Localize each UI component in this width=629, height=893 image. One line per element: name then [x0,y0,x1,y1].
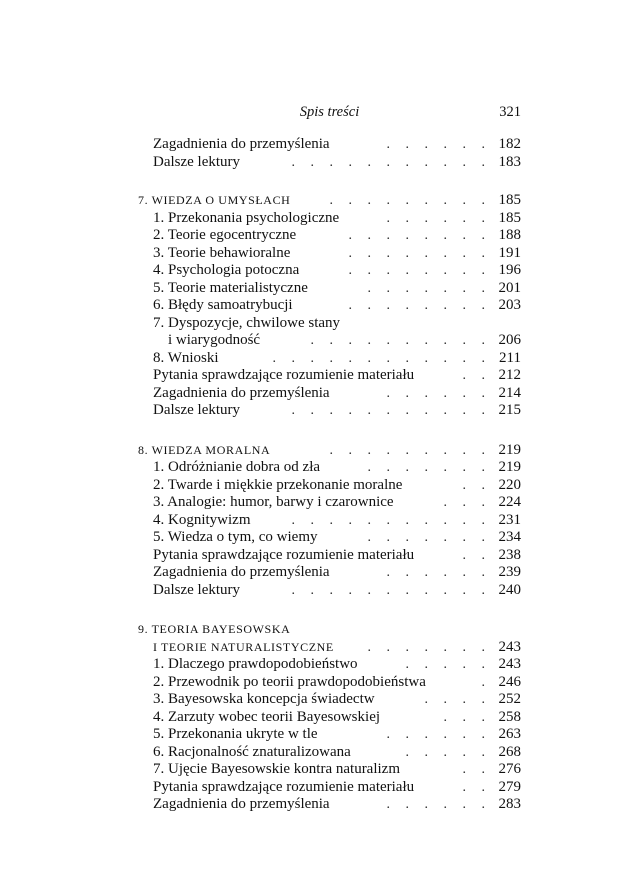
toc-entry-label: Dalsze lektury [153,582,244,600]
chapter-page: 243 [498,638,521,655]
dot-leader: . . . . . . [386,210,491,226]
dot-leader: . . . [443,709,491,725]
toc-entry [138,761,521,779]
toc-entry [138,280,521,298]
dot-leader: . . . . . . . . . . . [291,582,491,598]
toc-entry-continuation [138,332,521,350]
toc-entry-page: 182 [498,136,521,152]
chapter-title: 9. TEORIA BAYESOWSKA [138,621,294,639]
chapter-heading-7 [138,192,521,210]
chapter-heading-8 [138,442,521,460]
dot-leader: . . . . . . . . [348,298,491,313]
dot-leader: . . . . . . . . . . [310,333,491,348]
toc-entry-label: Pytania sprawdzające rozumienie materiału [153,779,418,797]
chapter-heading-9 [138,621,521,639]
toc-entry-label: 4. Kognitywizm [153,512,255,530]
dot-leader: . . . . . . . [367,460,491,475]
page-number: 321 [499,104,521,120]
toc-entry-page: 234 [498,529,521,545]
toc-entry-label: 6. Błędy samoatrybucji [153,297,297,315]
dot-leader: . . . . . . . . . [329,193,491,208]
toc-entry [138,582,521,600]
toc-entry-label: 7. Dyspozycje, chwilowe stany [153,315,344,333]
toc-entry [138,245,521,263]
toc-entry-label: 1. Odróżnianie dobra od zła [153,459,324,477]
chapter-page: 185 [498,192,521,208]
dot-leader: . . [462,762,491,777]
toc-entry-page: 276 [498,761,521,777]
toc-entry-page: 246 [498,673,521,690]
dot-leader: . . [462,368,491,383]
dot-leader: . . . . . . . [367,280,491,296]
toc-entry [138,779,521,797]
toc-entry-page: 215 [498,402,521,418]
toc-entry-page: 283 [498,796,521,812]
toc-entry-page: 212 [498,367,521,383]
toc-entry [138,512,521,530]
chapter-title: 7. WIEDZA O UMYSŁACH [138,192,294,210]
dot-leader: . . . . . . . [367,530,491,545]
toc-entry-label: Zagadnienia do przemyślenia [153,385,334,403]
chapter-title: 8. WIEDZA MORALNA [138,442,274,460]
toc-entry-page: 231 [498,511,521,528]
toc-entry-page: 263 [498,726,521,742]
toc-entry-label: Zagadnienia do przemyślenia [153,136,334,154]
toc-entry-page: 219 [498,459,521,475]
toc-entry-label: 2. Teorie egocentryczne [153,227,300,245]
toc-entry-page: 243 [498,656,521,672]
toc-entry-label: Zagadnienia do przemyślenia [153,796,334,814]
toc-entry [138,210,521,228]
toc-entry [138,564,521,582]
toc-entry-page: 258 [498,708,521,725]
toc-entry [138,477,521,495]
toc-entry-page: 196 [498,262,521,278]
dot-leader: . . . . [424,692,491,707]
dot-leader: . . . . . [405,744,491,760]
toc-entry-label: Pytania sprawdzające rozumienie materiału [153,367,418,385]
toc-entry [138,494,521,512]
toc-entry-label: 5. Teorie materialistyczne [153,280,312,298]
dot-leader: . . [462,547,491,563]
toc-entry [138,385,521,403]
dot-leader: . . . . . . [386,137,491,152]
dot-leader: . . [462,477,491,493]
toc-entry-page: 185 [498,209,521,226]
chapter-title: I TEORIE NATURALISTYCZNE [138,639,338,657]
toc-entry-page: 239 [498,564,521,580]
toc-entry [138,709,521,727]
running-head [138,103,521,123]
toc-entry [138,315,521,333]
dot-leader: . . . . . [405,657,491,672]
dot-leader: . . . . . . . . . . . . [272,350,491,366]
dot-leader: . . . . . . . . . . . [291,154,491,170]
toc-entry-label: 2. Przewodnik po teorii prawdopodobieństwa [153,674,430,692]
dot-leader: . . . . . . . . [348,245,491,261]
toc-entry-page: 220 [498,476,521,493]
toc-entry-label: 1. Przekonania psychologiczne [153,210,343,228]
chapter-heading-9-continuation [138,639,521,657]
toc-entry-label: Zagadnienia do przemyślenia [153,564,334,582]
toc-entry-label: 3. Teorie behawioralne [153,245,294,263]
toc-entry-label: 5. Przekonania ukryte w tle [153,726,322,744]
toc-entry [138,656,521,674]
toc-entry [138,227,521,245]
toc-entry-page: 203 [498,297,521,313]
toc-entry-label: 8. Wnioski [153,350,223,368]
toc-entry-page: 252 [498,691,521,707]
dot-leader: . . . . . . [386,727,491,742]
toc-entry [138,547,521,565]
dot-leader: . . . . . . . . [348,228,491,243]
dot-leader: . . . . . . . . . [329,442,491,458]
toc-entry-label: 5. Wiedza o tym, co wiemy [153,529,322,547]
toc-entry-label: 3. Analogie: humor, barwy i czarownice [153,494,398,512]
dot-leader: . . [462,779,491,795]
toc-entry [138,154,521,172]
toc-entry-label: 6. Racjonalność znaturalizowana [153,744,355,762]
toc-entry-page: 238 [498,546,521,563]
toc-entry-page: 214 [498,384,521,401]
dot-leader: . . . . . . [386,797,491,812]
toc-entry-label: Pytania sprawdzające rozumienie materiału [153,547,418,565]
toc-entry-page: 279 [498,778,521,795]
toc-entry-label: i wiarygodność [160,332,264,350]
dot-leader: . [481,674,491,690]
toc-entry-label: Dalsze lektury [153,154,244,172]
table-of-contents [138,136,521,814]
toc-entry [138,297,521,315]
toc-entry [138,459,521,477]
toc-entry-page: 268 [498,743,521,760]
dot-leader: . . . . . . . [367,639,491,655]
toc-entry-page: 224 [498,494,521,510]
dot-leader: . . . . . . [386,565,491,580]
toc-entry-label: 4. Zarzuty wobec teorii Bayesowskiej [153,709,384,727]
dot-leader: . . . . . . [386,385,491,401]
toc-entry [138,402,521,420]
toc-entry [138,262,521,280]
toc-entry-page: 206 [498,332,521,348]
dot-leader: . . . . . . . . [348,263,491,278]
toc-entry [138,136,521,154]
running-title: Spis treści [299,104,360,120]
toc-entry-page: 191 [498,244,521,261]
chapter-page: 219 [498,441,521,458]
dot-leader: . . . [443,495,491,510]
toc-entry-page: 240 [498,581,521,598]
toc-entry [138,674,521,692]
toc-entry-page: 183 [498,153,521,170]
toc-entry [138,726,521,744]
dot-leader: . . . . . . . . . . . [291,403,491,418]
toc-entry [138,744,521,762]
toc-entry [138,691,521,709]
toc-entry-label: Dalsze lektury [153,402,244,420]
toc-entry-label: 2. Twarde i miękkie przekonanie moralne [153,477,406,495]
toc-entry-page: 201 [498,279,521,296]
dot-leader: . . . . . . . . . . . [291,512,491,528]
toc-entry [138,367,521,385]
toc-entry-page: 211 [499,349,521,366]
toc-entry [138,796,521,814]
toc-entry-label: 1. Dlaczego prawdopodobieństwo [153,656,362,674]
toc-entry-label: 3. Bayesowska koncepcja świadectw [153,691,379,709]
toc-entry [138,350,521,368]
toc-entry-label: 7. Ujęcie Bayesowskie kontra naturalizm [153,761,404,779]
toc-entry-label: 4. Psychologia potoczna [153,262,303,280]
toc-entry-page: 188 [498,227,521,243]
toc-entry [138,529,521,547]
